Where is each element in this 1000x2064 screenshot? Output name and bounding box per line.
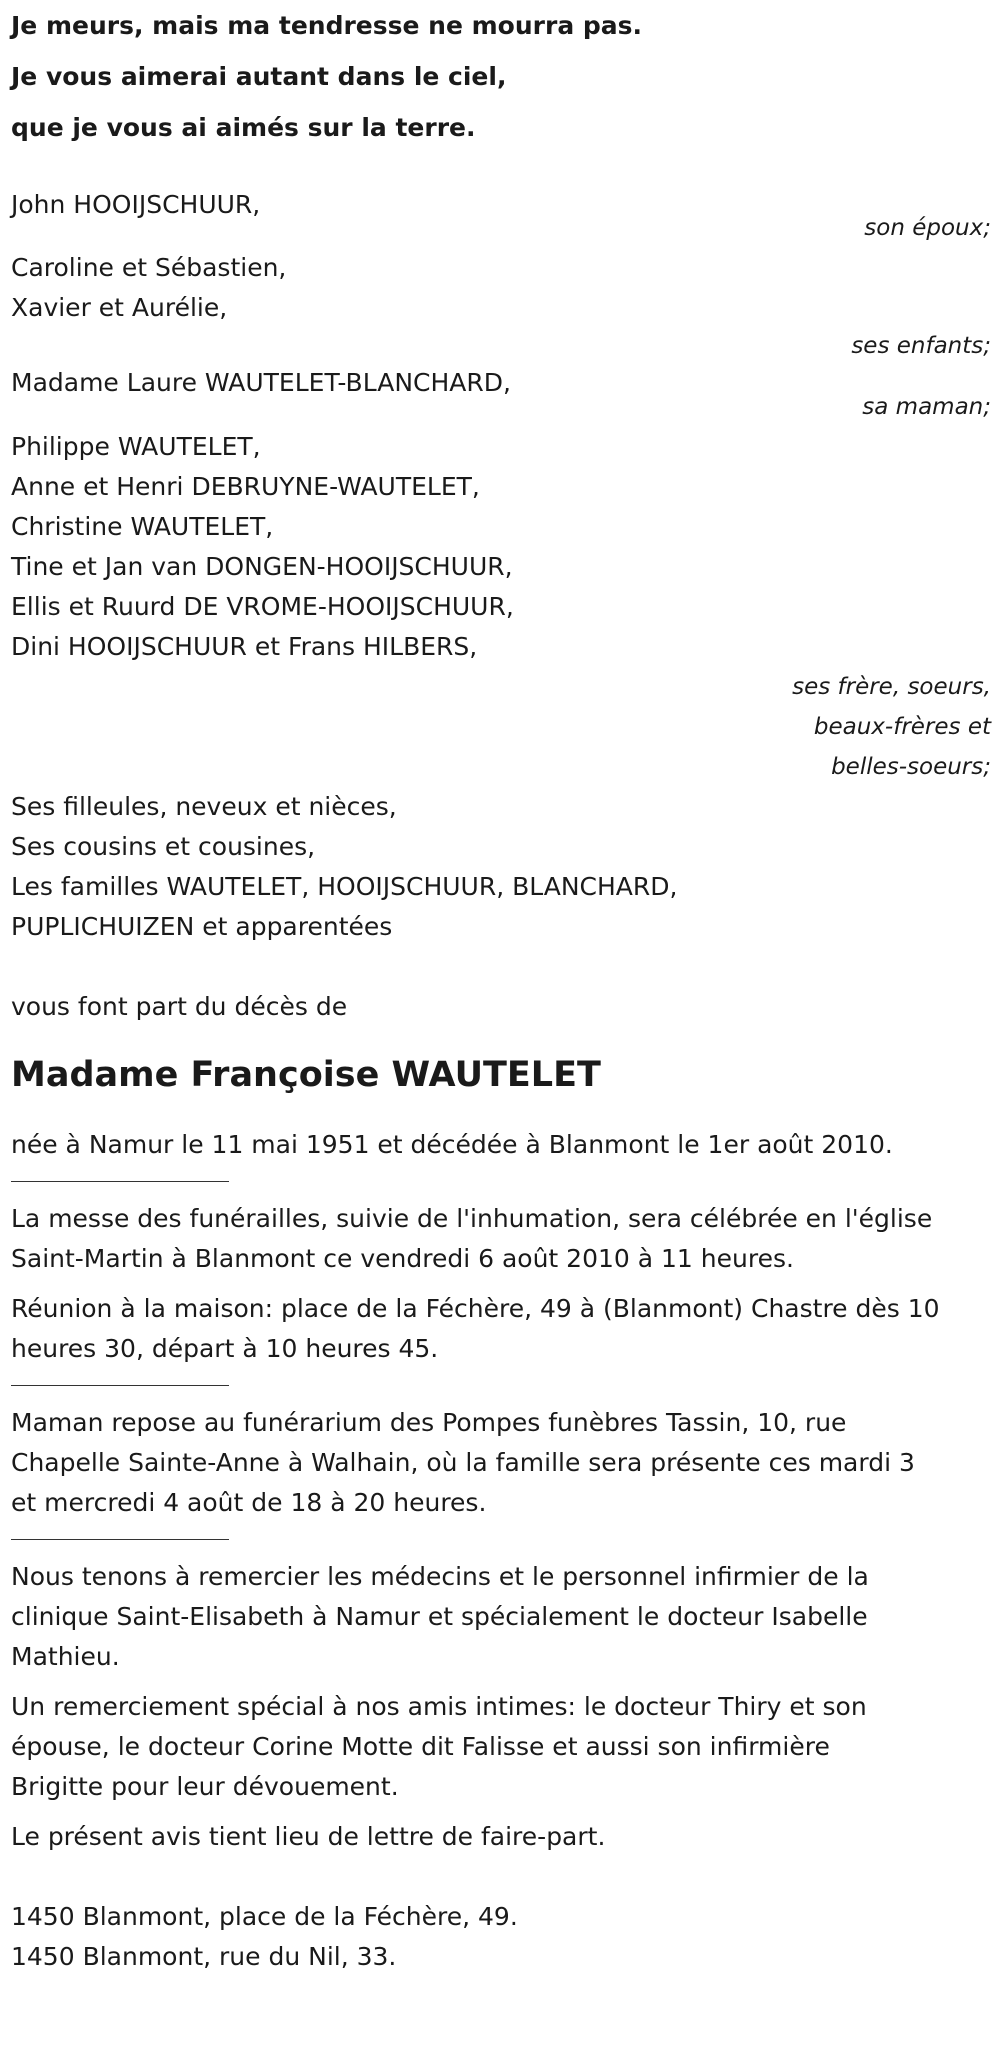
sibling-name: Dini HOOIJSCHUUR et Frans HILBERS,: [11, 632, 478, 661]
child-name: Caroline et Sébastien,: [11, 253, 287, 282]
mother-name: Madame Laure WAUTELET-BLANCHARD,: [11, 368, 511, 397]
address-line: 1450 Blanmont, place de la Féchère, 49.: [11, 1902, 518, 1931]
obituary-notice: [11, 0, 991, 1977]
separator: [11, 1181, 229, 1182]
funerarium-line: Chapelle Sainte-Anne à Walhain, où la famille sera présente ces mardi 3: [11, 1448, 915, 1477]
family-others: [11, 787, 991, 947]
siblings-relation: beaux-frères et: [813, 714, 991, 740]
verse-line: Je vous aimerai autant dans le ciel,: [11, 62, 507, 91]
addresses: [11, 1897, 991, 1977]
child-name: Xavier et Aurélie,: [11, 293, 228, 322]
separator: [11, 1539, 229, 1540]
announcement-text: vous font part du décès de: [11, 992, 348, 1021]
sibling-name: Christine WAUTELET,: [11, 512, 274, 541]
relatives-line: Ses filleules, neveux et nièces,: [11, 792, 397, 821]
siblings-relation: belles-soeurs;: [831, 754, 991, 780]
gathering-line: Réunion à la maison: place de la Féchère, 49 à (Blanmont) Chastre dès 10: [11, 1294, 940, 1323]
thanks-friends-line: Un remerciement spécial à nos amis intimes: le docteur Thiry et son: [11, 1692, 867, 1721]
spouse-relation: son époux;: [864, 215, 991, 241]
mother-relation: sa maman;: [862, 394, 991, 420]
thanks-doctors-line: Mathieu.: [11, 1642, 120, 1671]
sibling-name: Tine et Jan van DONGEN-HOOIJSCHUUR,: [11, 552, 513, 581]
family-children: [11, 248, 991, 366]
funerarium-info: [11, 1403, 991, 1523]
separator: [11, 1385, 229, 1386]
family-mother: [11, 363, 991, 427]
verse-line: Je meurs, mais ma tendresse ne mourra pas.: [11, 11, 643, 40]
deceased-name: Madame Françoise WAUTELET: [11, 1055, 601, 1095]
funeral-mass-line: Saint-Martin à Blanmont ce vendredi 6 août 2010 à 11 heures.: [11, 1244, 794, 1273]
thanks: [11, 1557, 991, 1857]
sibling-name: Ellis et Ruurd DE VROME-HOOIJSCHUUR,: [11, 592, 514, 621]
relatives-line: Ses cousins et cousines,: [11, 832, 316, 861]
verse-line: que je vous ai aimés sur la terre.: [11, 113, 476, 142]
children-relation: ses enfants;: [851, 333, 991, 359]
sibling-name: Anne et Henri DEBRUYNE-WAUTELET,: [11, 472, 480, 501]
faire-part-notice: Le présent avis tient lieu de lettre de faire-part.: [11, 1822, 606, 1851]
thanks-doctors-line: clinique Saint-Elisabeth à Namur et spécialement le docteur Isabelle: [11, 1602, 868, 1631]
announcement: [11, 987, 991, 1027]
funerarium-line: et mercredi 4 août de 18 à 20 heures.: [11, 1488, 487, 1517]
gathering-line: heures 30, départ à 10 heures 45.: [11, 1334, 439, 1363]
family-siblings: [11, 427, 991, 787]
spouse-name: John HOOIJSCHUUR,: [11, 190, 261, 219]
relatives-line: PUPLICHUIZEN et apparentées: [11, 912, 393, 941]
thanks-friends-line: Brigitte pour leur dévouement.: [11, 1772, 399, 1801]
sibling-name: Philippe WAUTELET,: [11, 432, 261, 461]
siblings-relation: ses frère, soeurs,: [792, 674, 991, 700]
address-line: 1450 Blanmont, rue du Nil, 33.: [11, 1942, 397, 1971]
birth-death-dates: née à Namur le 11 mai 1951 et décédée à Blanmont le 1er août 2010.: [11, 1130, 893, 1159]
verse: [11, 0, 991, 153]
thanks-friends-line: épouse, le docteur Corine Motte dit Falisse et aussi son infirmière: [11, 1732, 830, 1761]
relatives-line: Les familles WAUTELET, HOOIJSCHUUR, BLANCHARD,: [11, 872, 678, 901]
family-spouse: [11, 185, 991, 248]
thanks-doctors-line: Nous tenons à remercier les médecins et le personnel infirmier de la: [11, 1562, 869, 1591]
funerarium-line: Maman repose au funérarium des Pompes funèbres Tassin, 10, rue: [11, 1408, 847, 1437]
funeral-info: [11, 1199, 991, 1369]
funeral-mass-line: La messe des funérailles, suivie de l'inhumation, sera célébrée en l'église: [11, 1204, 933, 1233]
